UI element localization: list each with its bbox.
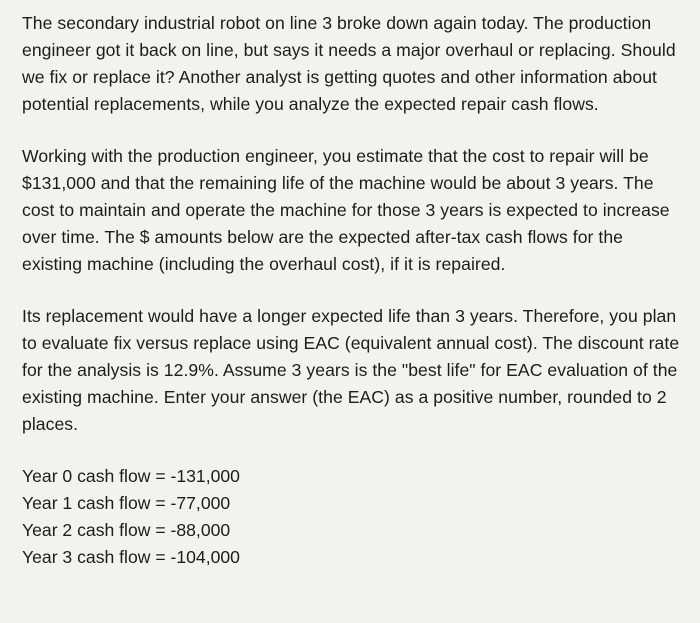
paragraph-eac-instructions: Its replacement would have a longer expected life than 3 years. Therefore, you plan to evaluate fix versus replace using EAC (equivalent annual cost). The discount rate for the analysis is 12.9%. Assume 3 years is the "best life" for EAC evaluation of the existing machine. Enter your answer (the EAC) as a positive number, rounded to 2 places. xyxy=(22,306,680,434)
cash-flow-year-3: Year 3 cash flow = -104,000 xyxy=(22,547,240,567)
cash-flow-year-1: Year 1 cash flow = -77,000 xyxy=(22,493,231,513)
cash-flow-year-0: Year 0 cash flow = -131,000 xyxy=(22,466,240,486)
paragraph-repair-estimate: Working with the production engineer, you estimate that the cost to repair will be $131,000 and that the remaining life of the machine would be about 3 years. The cost to maintain and operate the machine for those 3 years is expected to increase over time. The $ amounts below are the expected after-tax cash flows for the existing machine (including the overhaul cost), if it is repaired. xyxy=(22,146,670,274)
cash-flow-list xyxy=(22,463,686,571)
paragraph-problem-context: The secondary industrial robot on line 3 broke down again today. The production engineer got it back on line, but says it needs a major overhaul or replacing. Should we fix or replace it? Another analyst is getting quotes and other information about potential replacements, while you analyze the expected repair cash flows. xyxy=(22,13,676,114)
cash-flow-year-2: Year 2 cash flow = -88,000 xyxy=(22,520,231,540)
